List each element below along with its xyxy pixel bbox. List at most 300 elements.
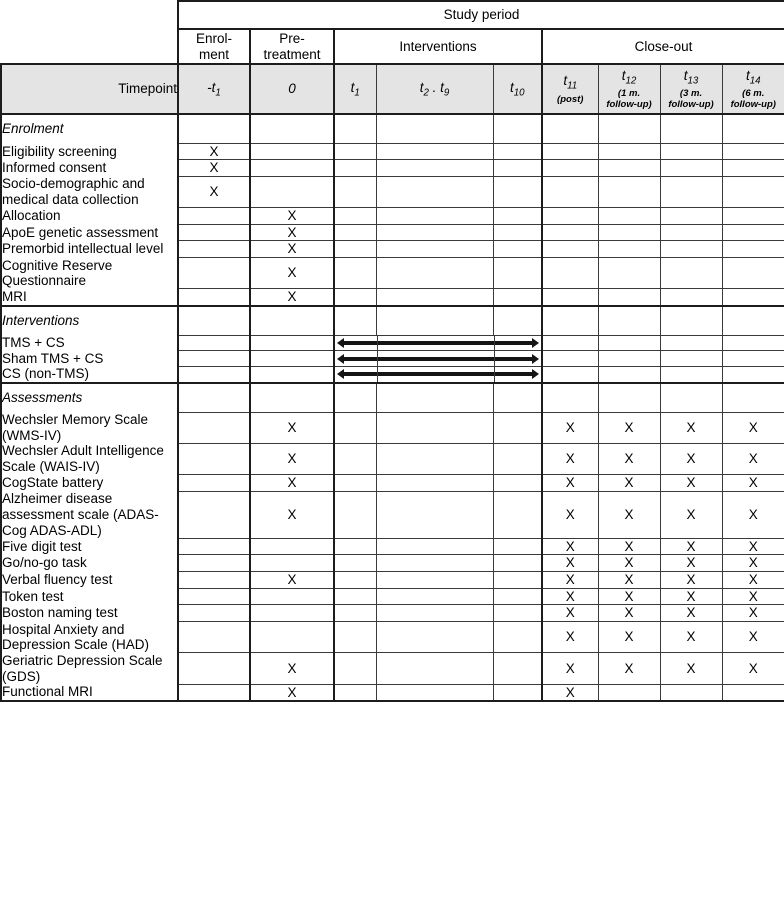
section-header-row bbox=[1, 114, 784, 143]
mark-x: X bbox=[686, 629, 696, 645]
mark-x: X bbox=[624, 555, 634, 571]
row-label: Alzheimer disease assessment scale (ADAS-Cog ADAS-ADL) bbox=[1, 491, 178, 538]
row-cell bbox=[660, 160, 722, 177]
table-row bbox=[1, 653, 784, 684]
phase-header-enrolment bbox=[178, 29, 250, 64]
section-title-text: Interventions bbox=[2, 313, 80, 329]
row-cell bbox=[178, 241, 250, 258]
row-cell bbox=[722, 572, 784, 589]
mark-x: X bbox=[565, 660, 575, 676]
row-cell bbox=[542, 335, 598, 351]
row-cell bbox=[493, 224, 542, 241]
row-cell bbox=[722, 258, 784, 289]
row-cell bbox=[376, 684, 493, 701]
row-cell bbox=[250, 143, 334, 160]
row-cell bbox=[722, 538, 784, 555]
row-cell bbox=[178, 538, 250, 555]
section-header-cell bbox=[250, 114, 334, 143]
row-cell bbox=[376, 258, 493, 289]
row-cell bbox=[493, 241, 542, 258]
row-cell bbox=[493, 572, 542, 589]
row-cell bbox=[722, 412, 784, 443]
row-cell bbox=[334, 443, 376, 474]
row-cell bbox=[376, 605, 493, 622]
row-cell bbox=[334, 160, 376, 177]
row-cell bbox=[660, 684, 722, 701]
section-header-row bbox=[1, 306, 784, 335]
section-header-cell bbox=[178, 114, 250, 143]
row-cell bbox=[334, 258, 376, 289]
mark-x: X bbox=[748, 451, 758, 467]
mark-x: X bbox=[565, 506, 575, 522]
section-title-enrolment bbox=[1, 114, 178, 143]
section-header-cell bbox=[660, 306, 722, 335]
row-cell bbox=[542, 143, 598, 160]
section-header-cell bbox=[722, 114, 784, 143]
table-row bbox=[1, 351, 784, 367]
row-cell bbox=[376, 160, 493, 177]
row-cell bbox=[376, 224, 493, 241]
row-cell bbox=[542, 412, 598, 443]
row-cell bbox=[178, 491, 250, 538]
row-cell bbox=[722, 684, 784, 701]
timepoint-cell-0: $-t_1$ bbox=[178, 64, 250, 114]
header-row-phases bbox=[1, 29, 784, 64]
mark-x: X bbox=[624, 660, 634, 676]
timepoint-cell-4: $t_{10}$ bbox=[493, 64, 542, 114]
row-cell bbox=[542, 491, 598, 538]
row-cell bbox=[250, 605, 334, 622]
row-cell bbox=[493, 143, 542, 160]
row-cell bbox=[376, 143, 493, 160]
column-separator bbox=[494, 336, 495, 351]
table-row bbox=[1, 572, 784, 589]
row-cell bbox=[660, 588, 722, 605]
mark-x: X bbox=[686, 419, 696, 435]
row-cell bbox=[178, 289, 250, 306]
timepoint-cell-3: $t_2$ . $t_9$ bbox=[376, 64, 493, 114]
row-cell bbox=[542, 684, 598, 701]
row-cell bbox=[722, 289, 784, 306]
row-label: TMS + CS bbox=[1, 335, 178, 351]
mark-x: X bbox=[748, 588, 758, 604]
row-cell bbox=[542, 289, 598, 306]
row-cell bbox=[722, 622, 784, 653]
row-cell bbox=[722, 653, 784, 684]
row-cell bbox=[376, 622, 493, 653]
row-cell bbox=[376, 475, 493, 492]
table-row bbox=[1, 160, 784, 177]
section-header-cell bbox=[542, 306, 598, 335]
row-label: Premorbid intellectual level bbox=[1, 241, 178, 258]
phase-header-pretreatment bbox=[250, 29, 334, 64]
row-label: Token test bbox=[1, 588, 178, 605]
row-cell bbox=[660, 258, 722, 289]
row-cell bbox=[542, 351, 598, 367]
section-header-cell bbox=[660, 114, 722, 143]
mark-x: X bbox=[287, 265, 297, 281]
corner-blank-cell bbox=[1, 1, 178, 29]
table-row bbox=[1, 588, 784, 605]
row-cell bbox=[493, 475, 542, 492]
row-cell bbox=[598, 684, 660, 701]
row-cell bbox=[660, 412, 722, 443]
row-cell bbox=[334, 143, 376, 160]
mark-x: X bbox=[287, 224, 297, 240]
timepoint-note-7: (3 m. bbox=[679, 88, 703, 100]
row-cell bbox=[660, 491, 722, 538]
mark-x: X bbox=[565, 419, 575, 435]
table-row bbox=[1, 538, 784, 555]
mark-x: X bbox=[748, 538, 758, 554]
row-cell bbox=[493, 622, 542, 653]
mark-x: X bbox=[287, 289, 297, 305]
row-cell bbox=[660, 475, 722, 492]
row-cell bbox=[250, 491, 334, 538]
mark-x: X bbox=[287, 208, 297, 224]
row-cell bbox=[542, 555, 598, 572]
row-cell bbox=[178, 653, 250, 684]
row-cell bbox=[334, 588, 376, 605]
mark-x: X bbox=[287, 419, 297, 435]
row-cell bbox=[542, 588, 598, 605]
row-cell bbox=[598, 224, 660, 241]
mark-x: X bbox=[209, 160, 219, 176]
row-cell bbox=[660, 443, 722, 474]
row-cell bbox=[660, 572, 722, 589]
timepoint-cell-2: $t_1$ bbox=[334, 64, 376, 114]
row-cell bbox=[660, 224, 722, 241]
row-label: Go/no-go task bbox=[1, 555, 178, 572]
mark-x: X bbox=[748, 555, 758, 571]
row-cell bbox=[598, 555, 660, 572]
row-cell bbox=[542, 366, 598, 383]
section-title-text: Enrolment bbox=[2, 121, 64, 137]
row-cell bbox=[178, 588, 250, 605]
row-cell bbox=[250, 538, 334, 555]
mark-x: X bbox=[209, 143, 219, 159]
corner-blank-cell-2 bbox=[1, 29, 178, 64]
row-label: Boston naming test bbox=[1, 605, 178, 622]
section-header-cell bbox=[376, 306, 493, 335]
row-cell bbox=[660, 143, 722, 160]
row-cell bbox=[542, 605, 598, 622]
row-cell bbox=[178, 412, 250, 443]
row-cell bbox=[660, 653, 722, 684]
mark-x: X bbox=[686, 660, 696, 676]
section-header-cell bbox=[493, 114, 542, 143]
row-cell bbox=[250, 160, 334, 177]
mark-x: X bbox=[686, 588, 696, 604]
row-cell bbox=[598, 605, 660, 622]
row-cell bbox=[722, 491, 784, 538]
row-cell bbox=[250, 412, 334, 443]
row-cell bbox=[493, 684, 542, 701]
row-cell bbox=[178, 475, 250, 492]
row-cell bbox=[722, 588, 784, 605]
row-cell bbox=[334, 208, 376, 225]
row-cell bbox=[722, 335, 784, 351]
row-label: Wechsler Memory Scale (WMS-IV) bbox=[1, 412, 178, 443]
timepoint-note2-6: follow-up) bbox=[606, 99, 652, 111]
table-row bbox=[1, 143, 784, 160]
row-cell bbox=[660, 335, 722, 351]
row-cell bbox=[334, 684, 376, 701]
row-label: CogState battery bbox=[1, 475, 178, 492]
row-cell bbox=[660, 622, 722, 653]
row-cell bbox=[722, 443, 784, 474]
intervention-duration-bar-cell bbox=[334, 366, 542, 383]
mark-x: X bbox=[748, 506, 758, 522]
row-cell bbox=[376, 443, 493, 474]
row-cell bbox=[660, 289, 722, 306]
row-label: Sham TMS + CS bbox=[1, 351, 178, 367]
row-cell bbox=[250, 588, 334, 605]
mark-x: X bbox=[209, 184, 219, 200]
section-header-cell bbox=[542, 114, 598, 143]
mark-x: X bbox=[287, 241, 297, 257]
intervention-duration-bar-cell bbox=[334, 335, 542, 351]
mark-x: X bbox=[624, 588, 634, 604]
row-cell bbox=[376, 653, 493, 684]
row-cell bbox=[598, 335, 660, 351]
row-cell bbox=[334, 622, 376, 653]
row-cell bbox=[250, 176, 334, 207]
row-cell bbox=[493, 176, 542, 207]
row-cell bbox=[598, 351, 660, 367]
header-row-study-period bbox=[1, 1, 784, 29]
row-cell bbox=[722, 351, 784, 367]
row-cell bbox=[334, 572, 376, 589]
section-header-cell bbox=[376, 114, 493, 143]
row-cell bbox=[376, 176, 493, 207]
row-cell bbox=[334, 605, 376, 622]
column-separator bbox=[377, 351, 378, 366]
row-label: CS (non-TMS) bbox=[1, 366, 178, 383]
row-cell bbox=[250, 622, 334, 653]
section-header-cell bbox=[722, 383, 784, 412]
row-label: Wechsler Adult Intelligence Scale (WAIS-IV) bbox=[1, 443, 178, 474]
section-header-cell bbox=[493, 306, 542, 335]
study-period-header: Study period bbox=[178, 1, 784, 29]
row-cell bbox=[660, 208, 722, 225]
row-label: Socio-demographic and medical data collection bbox=[1, 176, 178, 207]
intervention-duration-arrow bbox=[344, 341, 532, 345]
row-label: Informed consent bbox=[1, 160, 178, 177]
table-row bbox=[1, 335, 784, 351]
table-row bbox=[1, 555, 784, 572]
row-cell bbox=[722, 176, 784, 207]
intervention-duration-arrow bbox=[344, 372, 532, 376]
row-cell bbox=[334, 653, 376, 684]
timepoint-note2-7: follow-up) bbox=[668, 99, 714, 111]
row-cell bbox=[660, 366, 722, 383]
mark-x: X bbox=[287, 572, 297, 588]
row-cell bbox=[542, 176, 598, 207]
row-cell bbox=[178, 258, 250, 289]
row-cell bbox=[493, 160, 542, 177]
row-cell bbox=[598, 588, 660, 605]
mark-x: X bbox=[287, 451, 297, 467]
table-row bbox=[1, 475, 784, 492]
row-cell bbox=[598, 176, 660, 207]
row-cell bbox=[376, 289, 493, 306]
table-row bbox=[1, 176, 784, 207]
row-cell bbox=[542, 622, 598, 653]
mark-x: X bbox=[686, 475, 696, 491]
row-cell bbox=[598, 412, 660, 443]
section-header-cell bbox=[178, 383, 250, 412]
timepoint-label: Timepoint bbox=[1, 64, 178, 114]
row-cell bbox=[598, 538, 660, 555]
row-cell bbox=[178, 224, 250, 241]
row-cell bbox=[334, 224, 376, 241]
table-row bbox=[1, 684, 784, 701]
row-cell bbox=[250, 258, 334, 289]
timepoint-cell-8: $t_{14}$ (6 m. follow-up) bbox=[722, 64, 784, 114]
row-cell bbox=[250, 241, 334, 258]
row-cell bbox=[598, 653, 660, 684]
section-header-cell bbox=[334, 114, 376, 143]
row-cell bbox=[542, 258, 598, 289]
row-cell bbox=[493, 289, 542, 306]
row-cell bbox=[250, 572, 334, 589]
timepoint-cell-1: 0 bbox=[250, 64, 334, 114]
row-cell bbox=[722, 160, 784, 177]
row-cell bbox=[598, 208, 660, 225]
mark-x: X bbox=[624, 419, 634, 435]
mark-x: X bbox=[565, 572, 575, 588]
timepoint-cell-5: $t_{11}$ (post) bbox=[542, 64, 598, 114]
row-cell bbox=[376, 412, 493, 443]
mark-x: X bbox=[287, 506, 297, 522]
row-cell bbox=[493, 653, 542, 684]
row-cell bbox=[598, 160, 660, 177]
row-label: Eligibility screening bbox=[1, 143, 178, 160]
row-cell bbox=[542, 241, 598, 258]
timepoint-note2-8: follow-up) bbox=[730, 99, 776, 111]
row-cell bbox=[334, 176, 376, 207]
section-header-cell bbox=[250, 383, 334, 412]
table-row bbox=[1, 208, 784, 225]
row-cell bbox=[598, 443, 660, 474]
row-cell bbox=[493, 491, 542, 538]
row-cell bbox=[178, 443, 250, 474]
mark-x: X bbox=[624, 506, 634, 522]
column-separator bbox=[377, 336, 378, 351]
mark-x: X bbox=[748, 660, 758, 676]
row-cell bbox=[598, 241, 660, 258]
section-header-cell bbox=[598, 383, 660, 412]
table-row bbox=[1, 224, 784, 241]
row-label: Functional MRI bbox=[1, 684, 178, 701]
mark-x: X bbox=[287, 475, 297, 491]
row-cell bbox=[376, 241, 493, 258]
section-header-cell bbox=[722, 306, 784, 335]
row-cell bbox=[542, 443, 598, 474]
column-separator bbox=[494, 351, 495, 366]
section-title-interventions bbox=[1, 306, 178, 335]
section-header-cell bbox=[250, 306, 334, 335]
mark-x: X bbox=[686, 555, 696, 571]
table-row bbox=[1, 241, 784, 258]
mark-x: X bbox=[686, 451, 696, 467]
row-cell bbox=[376, 491, 493, 538]
mark-x: X bbox=[686, 538, 696, 554]
row-cell bbox=[178, 335, 250, 351]
row-cell bbox=[178, 208, 250, 225]
section-header-cell bbox=[493, 383, 542, 412]
row-cell bbox=[598, 622, 660, 653]
column-separator bbox=[494, 367, 495, 382]
row-label: Allocation bbox=[1, 208, 178, 225]
mark-x: X bbox=[686, 605, 696, 621]
phase-enrolment-line2: ment bbox=[198, 46, 229, 62]
table-row bbox=[1, 412, 784, 443]
phase-enrolment-line1: Enrol- bbox=[195, 30, 232, 46]
section-header-cell bbox=[598, 306, 660, 335]
row-cell bbox=[178, 572, 250, 589]
row-cell bbox=[250, 684, 334, 701]
mark-x: X bbox=[565, 538, 575, 554]
header-row-timepoints bbox=[1, 64, 784, 114]
mark-x: X bbox=[565, 684, 575, 700]
row-cell bbox=[598, 258, 660, 289]
row-cell bbox=[250, 443, 334, 474]
mark-x: X bbox=[565, 588, 575, 604]
row-cell bbox=[334, 289, 376, 306]
row-cell bbox=[542, 475, 598, 492]
row-cell bbox=[250, 224, 334, 241]
intervention-duration-arrow bbox=[344, 357, 532, 361]
mark-x: X bbox=[624, 605, 634, 621]
mark-x: X bbox=[686, 506, 696, 522]
row-cell bbox=[376, 555, 493, 572]
row-label: Verbal fluency test bbox=[1, 572, 178, 589]
timepoint-note-8: (6 m. bbox=[742, 88, 765, 100]
row-label: ApoE genetic assessment bbox=[1, 224, 178, 241]
table-row bbox=[1, 622, 784, 653]
row-cell bbox=[542, 208, 598, 225]
row-cell bbox=[598, 143, 660, 160]
row-cell bbox=[598, 572, 660, 589]
mark-x: X bbox=[624, 538, 634, 554]
row-cell bbox=[493, 412, 542, 443]
row-cell bbox=[334, 475, 376, 492]
section-header-cell bbox=[334, 306, 376, 335]
row-cell bbox=[493, 208, 542, 225]
row-cell bbox=[178, 622, 250, 653]
row-cell bbox=[598, 475, 660, 492]
mark-x: X bbox=[748, 419, 758, 435]
row-cell bbox=[542, 572, 598, 589]
row-cell bbox=[334, 241, 376, 258]
mark-x: X bbox=[565, 605, 575, 621]
row-cell bbox=[660, 605, 722, 622]
mark-x: X bbox=[624, 451, 634, 467]
row-cell bbox=[250, 335, 334, 351]
row-label: Cognitive Reserve Questionnaire bbox=[1, 258, 178, 289]
row-cell bbox=[334, 412, 376, 443]
section-header-cell bbox=[542, 383, 598, 412]
row-cell bbox=[660, 241, 722, 258]
mark-x: X bbox=[565, 451, 575, 467]
row-cell bbox=[334, 555, 376, 572]
row-cell bbox=[376, 588, 493, 605]
row-label: Hospital Anxiety and Depression Scale (HAD) bbox=[1, 622, 178, 653]
row-cell bbox=[493, 588, 542, 605]
row-cell bbox=[334, 538, 376, 555]
